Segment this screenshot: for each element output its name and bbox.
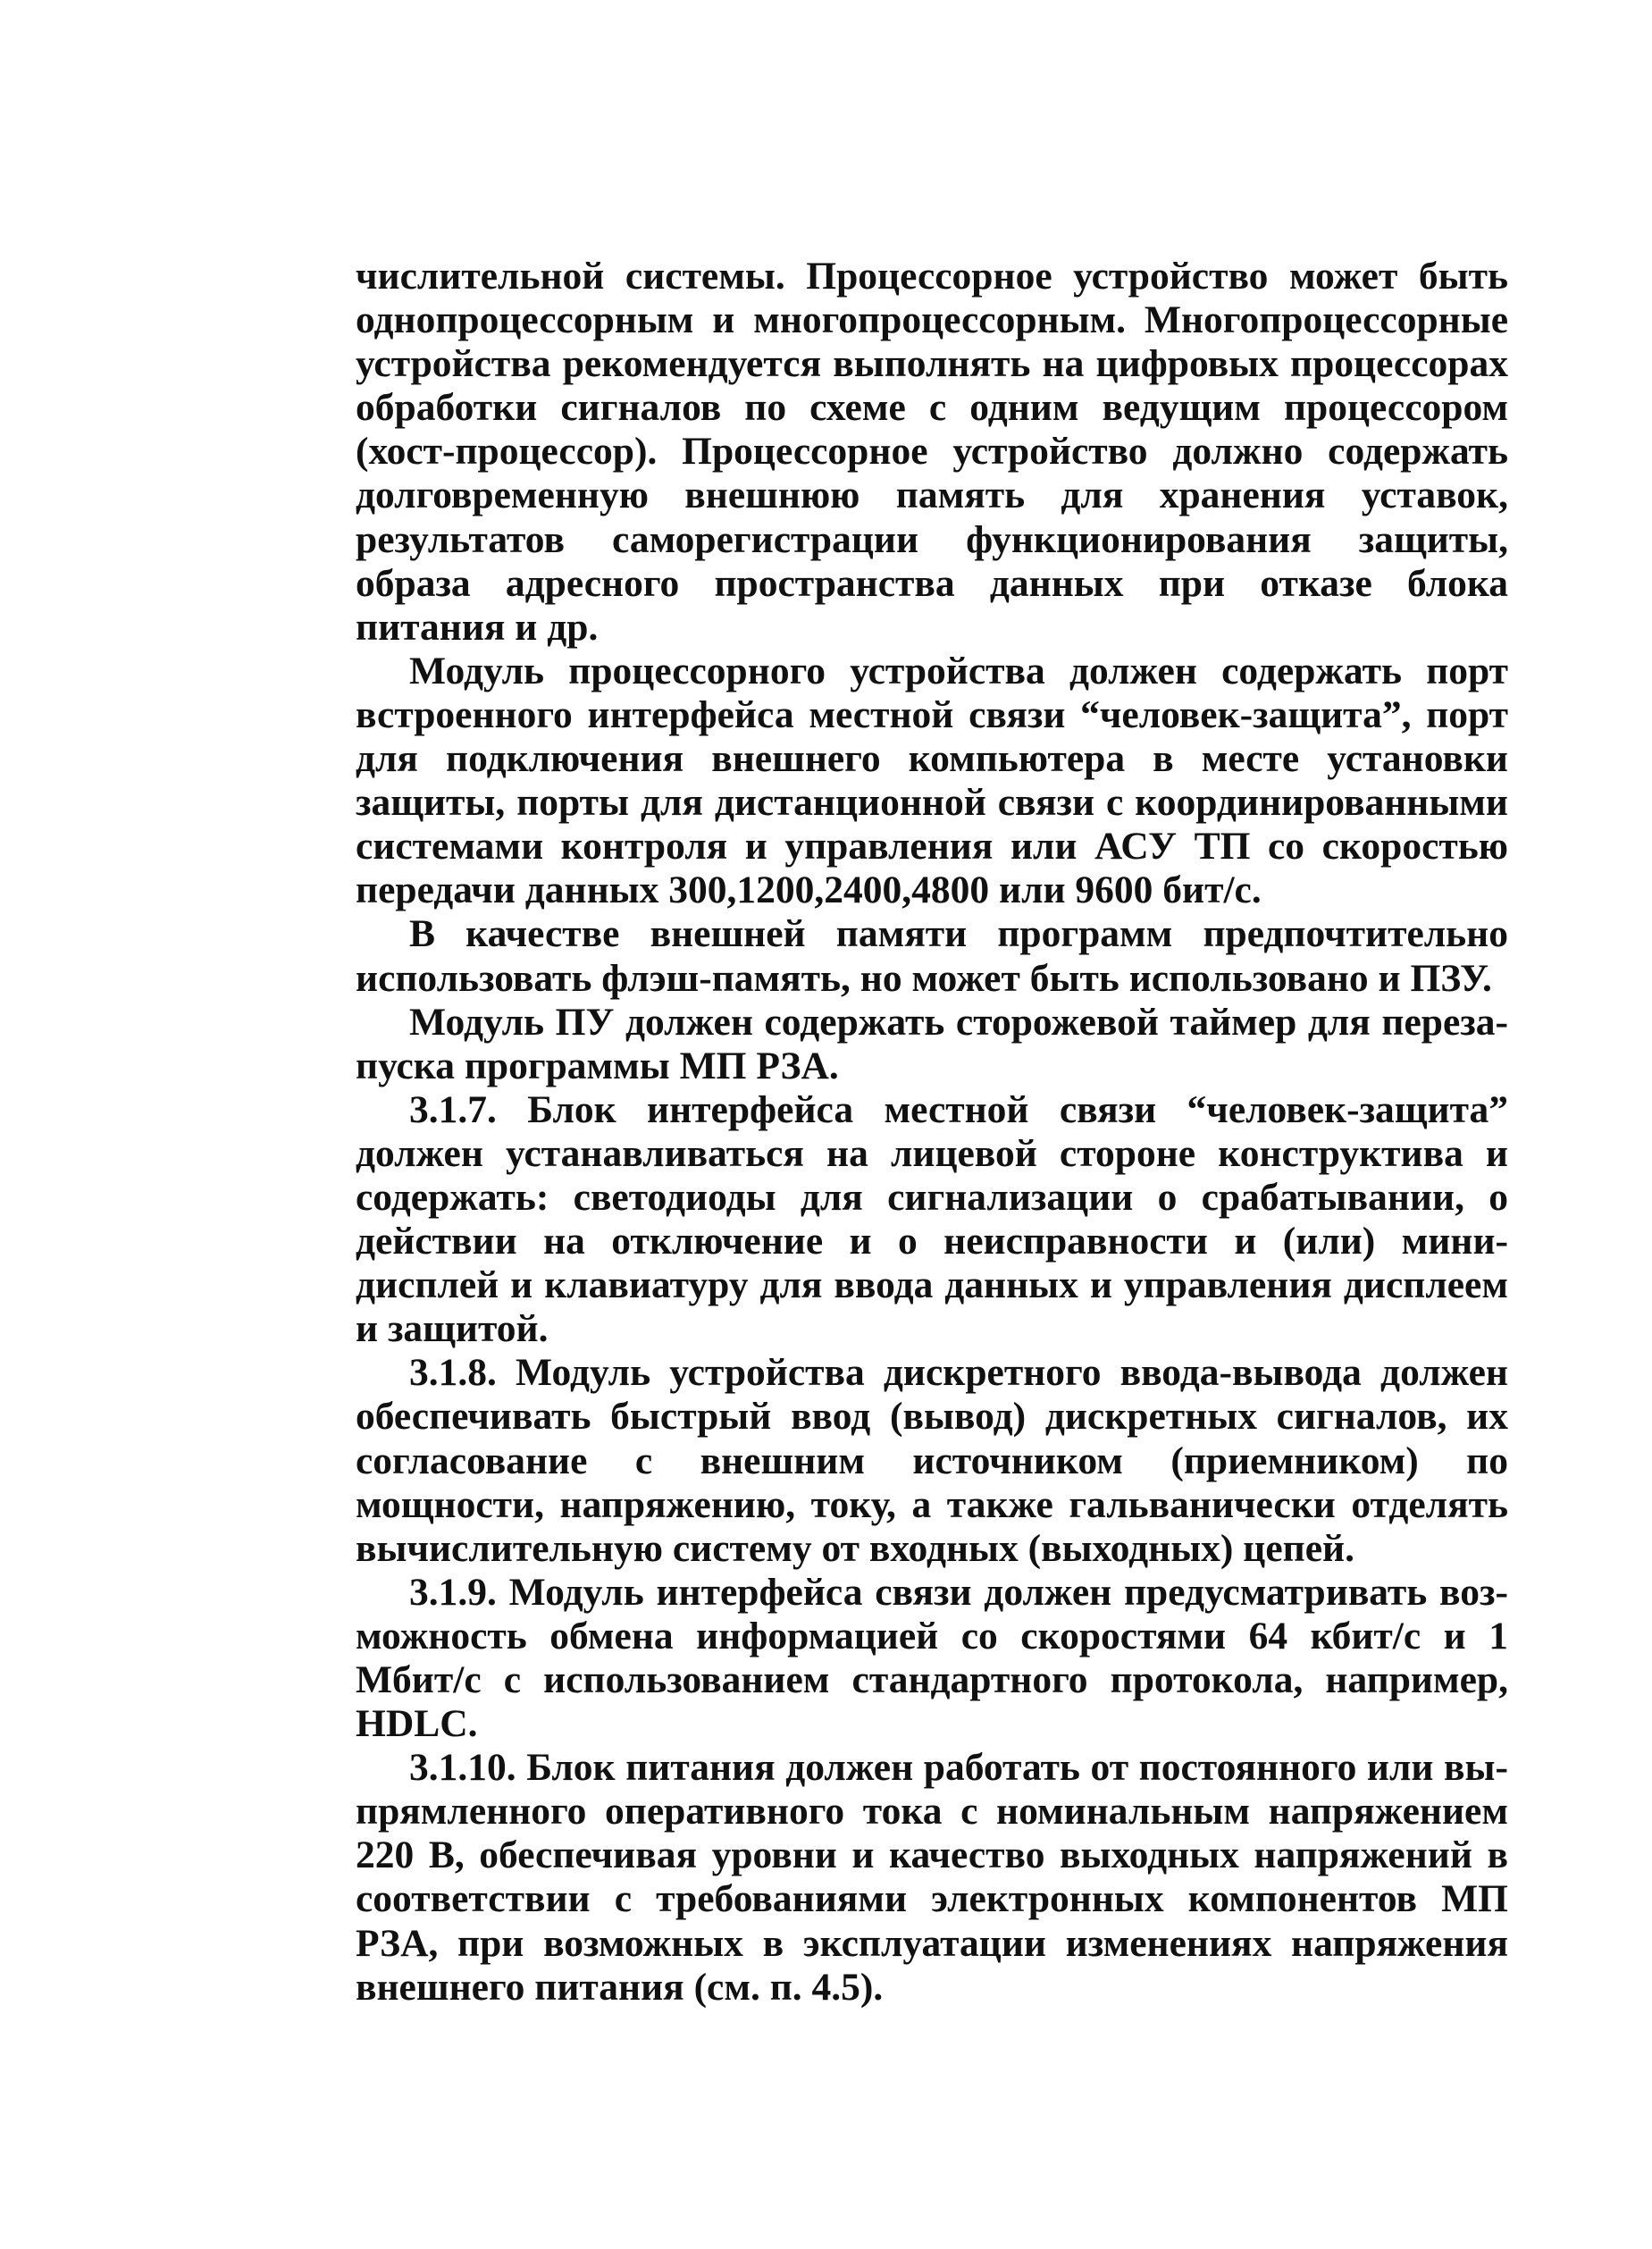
paragraph-3-1-9: 3.1.9. Модуль интерфейса связи должен предусматривать возможность обмена информацией со скоростями 64 кбит/с и 1 Мбит/с с использованием стандартного протокола, например, HDLC. xyxy=(356,1570,1508,1746)
paragraph-external-memory: В качестве внешней памяти программ предпочтительно использовать флэш-память, но может быть использовано и ПЗУ. xyxy=(356,912,1508,1000)
paragraph-3-1-10: 3.1.10. Блок питания должен работать от постоянного или выпрямленного оперативного тока с номинальным напряжением 220 В, обеспечивая уровни и качество выходных напряжений в соответствии с требованиями электронных компонентов МП РЗА, при возможных в эксплуатации изменениях напряжения внешнего питания (см. п. 4.5). xyxy=(356,1746,1508,2009)
paragraph-3-1-8: 3.1.8. Модуль устройства дискретного ввода-вывода должен обеспечивать быстрый ввод (вывод) дискретных сигналов, их согласование с внешним источником (приемником) по мощности, напряжению, току, а также гальванически отделять вычислительную систему от входных (выходных) цепей. xyxy=(356,1351,1508,1570)
paragraph-continuation: числительной системы. Процессорное устройство может быть однопроцессорным и многопроцессорным. Многопроцессорные устройства рекомендуется выполнять на цифровых процессорах обработки сигналов по схеме с одним ведущим процессором (хост-процессор). Процессорное устройство должно содержать долговременную внешнюю память для хранения уставок, результатов саморегистрации функционирования защиты, образа адресного пространства данных при отказе блока питания и др. xyxy=(356,255,1508,649)
paragraph-processor-module-ports: Модуль процессорного устройства должен содержать порт встроенного интерфейса местной связи “человек-защита”, порт для подключения внешнего компьютера в месте установки защиты, порты для дистанционной связи с координированными системами контроля и управления или АСУ ТП со скоростью передачи данных 300,1200,2400,4800 или 9600 бит/с. xyxy=(356,649,1508,912)
paragraph-3-1-7: 3.1.7. Блок интерфейса местной связи “человек-защита” должен устанавливаться на лицевой стороне конструктива и содержать: светодиоды для сигнализации о срабатывании, о действии на отключение и о неисправности и (или) мини-дисплей и клавиатуру для ввода данных и управления дисплеем и защитой. xyxy=(356,1087,1508,1351)
document-page xyxy=(356,255,1508,2010)
paragraph-watchdog-timer: Модуль ПУ должен содержать сторожевой таймер для перезапуска программы МП РЗА. xyxy=(356,1000,1508,1087)
